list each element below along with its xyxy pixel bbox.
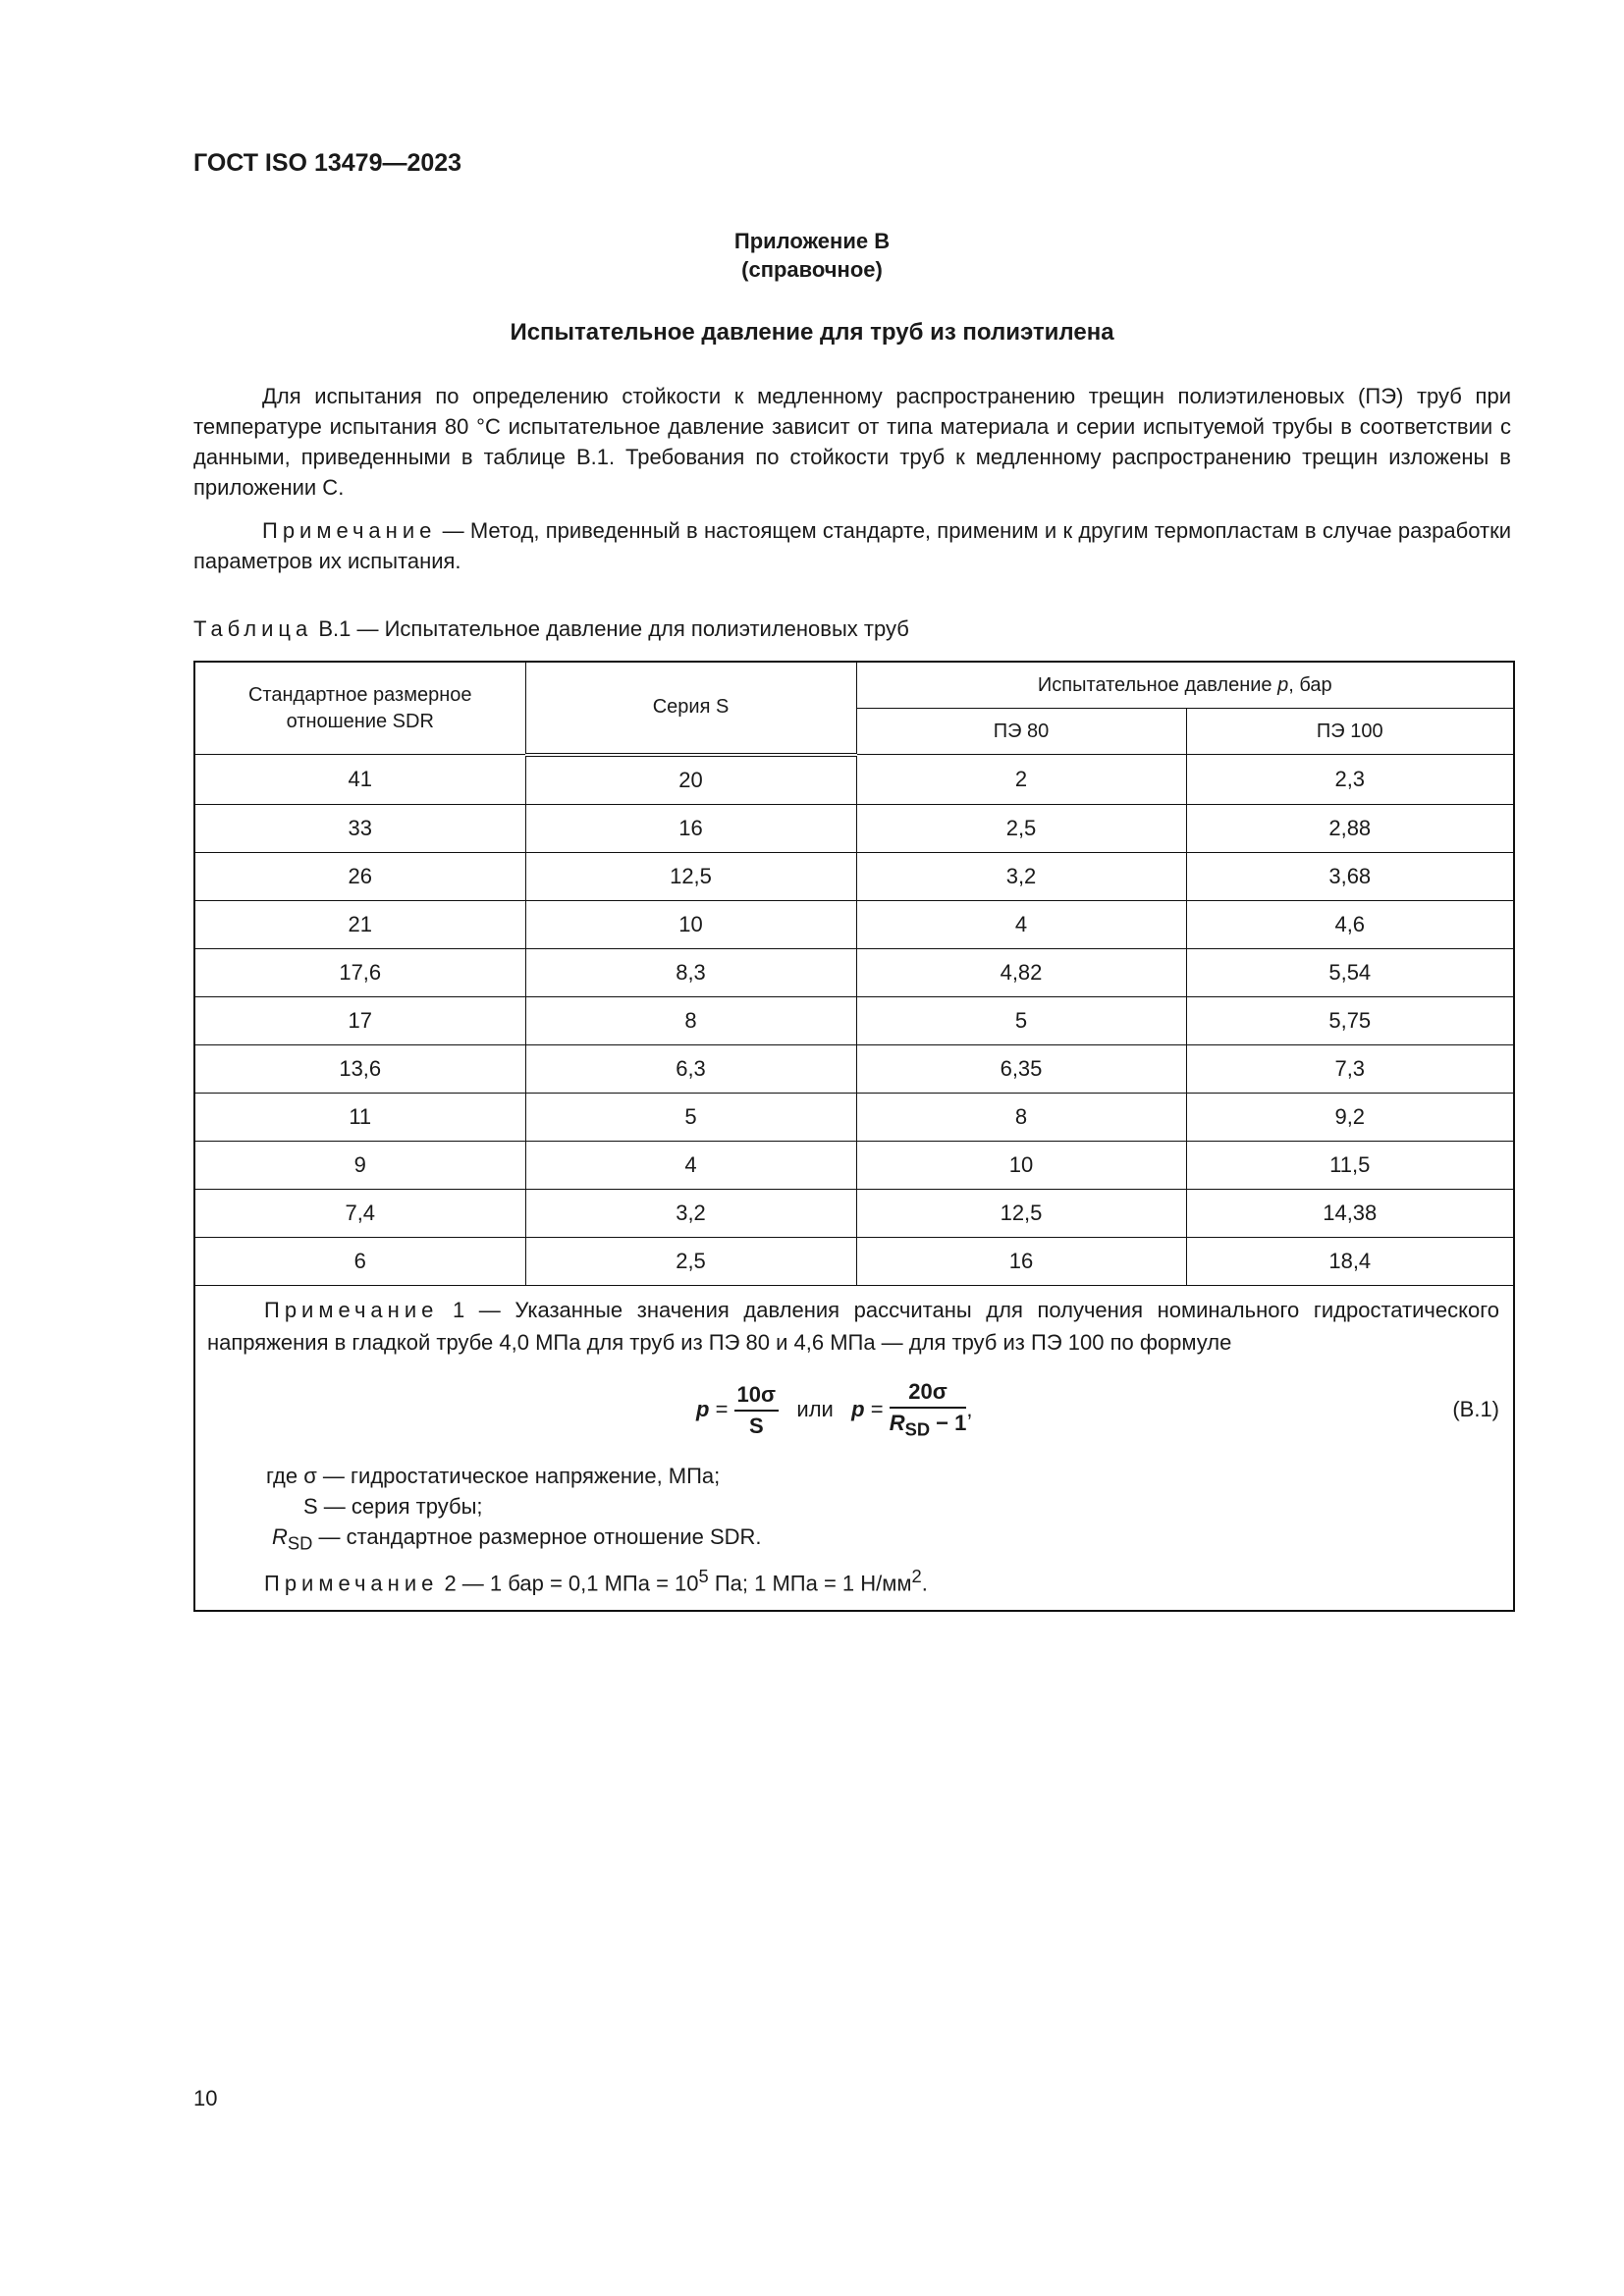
fraction-2 [890, 1377, 967, 1444]
table-note-2 [264, 1566, 928, 1596]
header-pressure-var: p [1277, 673, 1289, 696]
cell-pe80: 3,2 [856, 852, 1186, 900]
cell-sdr: 11 [194, 1093, 525, 1141]
legend-sigma: где σ — гидростатическое напряжение, МПа; [266, 1463, 721, 1488]
annex-status: (справочное) [741, 257, 883, 282]
cell-sdr: 13,6 [194, 1044, 525, 1093]
legend-rsd-text: — стандартное размерное отношение SDR. [312, 1523, 762, 1549]
cell-pe80: 16 [856, 1237, 1186, 1285]
fraction-1-numerator: 10σ [734, 1380, 780, 1412]
equation-number: (В.1) [1452, 1396, 1500, 1421]
cell-sdr: 6 [194, 1237, 525, 1285]
cell-series: 20 [525, 755, 856, 805]
cell-pe100: 3,68 [1186, 852, 1514, 900]
header-pressure-prefix: Испытательное давление [1037, 673, 1278, 696]
table-row [194, 1237, 1514, 1285]
table-row [194, 852, 1514, 900]
table-notes-row [194, 1285, 1514, 1611]
cell-pe80: 6,35 [856, 1044, 1186, 1093]
cell-pe100: 7,3 [1186, 1044, 1514, 1093]
cell-sdr: 7,4 [194, 1189, 525, 1237]
legend-sub: SD [287, 1531, 313, 1553]
cell-series: 6,3 [525, 1044, 856, 1093]
annex-heading [0, 227, 1624, 284]
table-row [194, 1044, 1514, 1093]
fraction-2-sub: SD [904, 1417, 931, 1439]
formula-legend [266, 1461, 762, 1558]
cell-series: 16 [525, 804, 856, 852]
cell-pe80: 8 [856, 1093, 1186, 1141]
cell-pe80: 10 [856, 1141, 1186, 1189]
table-row [194, 755, 1514, 805]
cell-pe100: 4,6 [1186, 900, 1514, 948]
table-notes [194, 1285, 1514, 1611]
cell-sdr: 17 [194, 996, 525, 1044]
header-sdr: Стандартное размерное отношение SDR [194, 662, 525, 755]
cell-pe100: 5,54 [1186, 948, 1514, 996]
cell-sdr: 26 [194, 852, 525, 900]
table-caption-text: В.1 — Испытательное давление для полиэтиленовых труб [312, 616, 909, 641]
method-note [193, 515, 1511, 576]
note1-label: Примечание [264, 1297, 439, 1322]
legend-s: S — серия трубы; [303, 1493, 483, 1519]
header-pe100: ПЭ 100 [1186, 709, 1514, 755]
formula-body [696, 1377, 973, 1444]
table-row [194, 996, 1514, 1044]
cell-series: 5 [525, 1093, 856, 1141]
table-row [194, 948, 1514, 996]
cell-sdr: 17,6 [194, 948, 525, 996]
cell-pe80: 2,5 [856, 804, 1186, 852]
note2-text-c: . [921, 1570, 928, 1595]
fraction-1-denominator: S [748, 1413, 764, 1438]
table-caption-label: Таблица [193, 616, 313, 641]
cell-sdr: 9 [194, 1141, 525, 1189]
cell-series: 8,3 [525, 948, 856, 996]
legend-rsd [266, 1522, 762, 1558]
cell-pe80: 5 [856, 996, 1186, 1044]
table-row [194, 900, 1514, 948]
cell-sdr: 21 [194, 900, 525, 948]
cell-pe80: 4 [856, 900, 1186, 948]
formula-p-1: p [696, 1396, 710, 1421]
formula-eq-2: = [864, 1396, 890, 1421]
cell-pe100: 2,88 [1186, 804, 1514, 852]
note2-sup-2: 2 [911, 1565, 922, 1586]
table-caption [193, 616, 909, 642]
cell-series: 12,5 [525, 852, 856, 900]
cell-sdr: 41 [194, 755, 525, 805]
header-pe80: ПЭ 80 [856, 709, 1186, 755]
note2-sup-1: 5 [698, 1565, 709, 1586]
document-code: ГОСТ ISO 13479—2023 [193, 149, 462, 177]
note1-text: 1 — Указанные значения давления рассчитаны для получения номинального гидростатического напряжения в гладкой трубе 4,0 МПа для труб из ПЭ 80 и 4,6 МПа — для труб из ПЭ 100 по формуле [207, 1297, 1500, 1355]
cell-series: 10 [525, 900, 856, 948]
formula-eq-1: = [709, 1396, 734, 1421]
note2-label: Примечание [264, 1570, 439, 1595]
note2-text-b: Па; 1 МПа = 1 Н/мм [708, 1570, 912, 1595]
table-row [194, 804, 1514, 852]
fraction-1 [734, 1380, 780, 1441]
formula-b1 [195, 1377, 1513, 1446]
formula-or: или [796, 1396, 834, 1421]
cell-pe100: 2,3 [1186, 755, 1514, 805]
cell-series: 2,5 [525, 1237, 856, 1285]
table-row [194, 1093, 1514, 1141]
fraction-2-denominator [890, 1409, 967, 1444]
table-row [194, 1189, 1514, 1237]
note-label: Примечание [262, 518, 437, 543]
cell-series: 8 [525, 996, 856, 1044]
note2-text-a: 2 — 1 бар = 0,1 МПа = 10 [438, 1570, 699, 1595]
section-title: Испытательное давление для труб из полиэтилена [510, 319, 1114, 346]
page-number: 10 [193, 2086, 218, 2110]
header-pressure [856, 662, 1514, 709]
header-series: Серия S [525, 662, 856, 755]
cell-pe100: 5,75 [1186, 996, 1514, 1044]
annex-title: Приложение В [733, 229, 891, 253]
fraction-2-tail: − 1 [930, 1410, 967, 1435]
pressure-table [193, 661, 1515, 1612]
table-row [194, 1141, 1514, 1189]
intro-paragraph: Для испытания по определению стойкости к медленному распространению трещин полиэтиленовых (ПЭ) труб при температуре испытания 80 °С испытательное давление зависит от типа материала и серии испытуемой трубы в соответствии с данными, приведенными в таблице В.1. Требования по стойкости труб к медленному распространению трещин изложены в приложении С. [193, 384, 1511, 500]
fraction-2-r: R [889, 1410, 905, 1435]
table-note-1 [207, 1294, 1499, 1359]
cell-pe100: 14,38 [1186, 1189, 1514, 1237]
cell-pe80: 2 [856, 755, 1186, 805]
formula-comma: , [966, 1396, 973, 1421]
cell-pe100: 18,4 [1186, 1237, 1514, 1285]
cell-pe100: 9,2 [1186, 1093, 1514, 1141]
legend-r: R [272, 1523, 288, 1549]
cell-pe80: 4,82 [856, 948, 1186, 996]
fraction-2-numerator: 20σ [890, 1377, 967, 1409]
cell-sdr: 33 [194, 804, 525, 852]
header-pressure-suffix: , бар [1288, 673, 1332, 696]
cell-pe80: 12,5 [856, 1189, 1186, 1237]
cell-pe100: 11,5 [1186, 1141, 1514, 1189]
cell-series: 3,2 [525, 1189, 856, 1237]
note-text: — Метод, приведенный в настоящем стандарте, применим и к другим термопластам в случае разработки параметров их испытания. [193, 518, 1511, 573]
formula-p-2: p [851, 1396, 865, 1421]
cell-series: 4 [525, 1141, 856, 1189]
